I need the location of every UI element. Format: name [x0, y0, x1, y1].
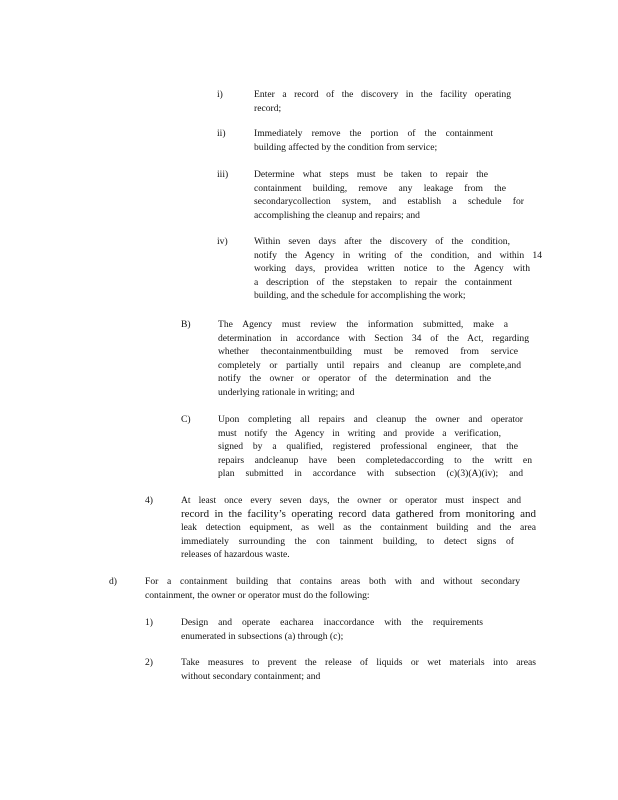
text-line: Upon completing all repairs and cleanup the owner and operator [218, 414, 523, 425]
text-line: notify the Agency in writing of the condition, and within 14 [254, 249, 542, 261]
text-line: secondarycollection system, and establish a schedule for [254, 196, 524, 208]
text-line: building, and the schedule for accomplishing the work; [254, 290, 466, 302]
item-text [254, 88, 511, 115]
text-line: a description of the stepstaken to repair the containment [254, 276, 512, 288]
item-text [254, 127, 493, 154]
text-line: leak detection equipment, as well as the containment building and the area [181, 522, 536, 534]
item-text [181, 616, 483, 643]
item-marker: B) [181, 319, 191, 330]
text-line: Take measures to prevent the release of liquids or wet materials into areas [181, 657, 536, 668]
text-line: releases of hazardous waste. [181, 549, 290, 561]
text-line: containment, the owner or operator must do the following: [145, 589, 370, 601]
text-line: At least once every seven days, the owner or operator must inspect and [181, 495, 521, 506]
item-text [218, 413, 532, 481]
text-line: enumerated in subsections (a) through (c); [181, 630, 344, 642]
text-line: notify the owner or operator of the determination and the [218, 373, 491, 385]
text-line: whether thecontainmentbuilding must be removed from service [218, 346, 518, 358]
text-line: working days, providea written notice to the Agency with [254, 263, 530, 275]
text-line: must notify the Agency in writing and provide a verification, [218, 427, 501, 439]
text-line: Enter a record of the discovery in the facility operating [254, 89, 511, 100]
item-marker: iv) [217, 236, 228, 247]
item-marker: 1) [145, 617, 153, 628]
item-text [181, 494, 536, 562]
text-line: building affected by the condition from service; [254, 141, 438, 153]
item-text [181, 656, 536, 683]
text-line: Immediately remove the portion of the containment [254, 128, 493, 139]
item-marker: 2) [145, 657, 153, 668]
item-marker: iii) [217, 169, 229, 180]
text-line: plan submitted in accordance with subsection (c)(3)(A)(iv); and [218, 468, 523, 480]
text-line: containment building, remove any leakage from the [254, 182, 506, 194]
item-text [254, 168, 524, 222]
item-marker: d) [109, 576, 117, 587]
text-line: accomplishing the cleanup and repairs; and [254, 209, 420, 221]
text-line: The Agency must review the information submitted, make a [218, 319, 508, 330]
text-line: Determine what steps must be taken to repair the [254, 169, 488, 180]
text-line: For a containment building that contains areas both with and without secondary [145, 576, 520, 587]
text-line: repairs andcleanup have been completedaccording to the writt en [218, 454, 532, 466]
text-line: record; [254, 102, 282, 114]
text-line: signed by a qualified, registered professional engineer, that the [218, 441, 518, 453]
text-line: determination in accordance with Section 34 of the Act, regarding [218, 332, 529, 344]
text-line: record in the facility’s operating record data gathered from monitoring and [181, 507, 536, 520]
item-marker: i) [217, 89, 223, 100]
text-line: Design and operate eacharea inaccordance with the requirements [181, 617, 483, 628]
item-text [218, 318, 529, 400]
item-text [254, 235, 542, 303]
item-text [145, 575, 520, 602]
text-line: Within seven days after the discovery of the condition, [254, 236, 510, 247]
item-marker: C) [181, 414, 191, 425]
text-line: immediately surrounding the con tainment building, to detect signs of [181, 535, 514, 547]
text-line: underlying rationale in writing; and [218, 386, 355, 398]
item-marker: ii) [217, 128, 226, 139]
text-line: without secondary containment; and [181, 670, 321, 682]
text-line: completely or partially until repairs and cleanup are complete,and [218, 359, 521, 371]
item-marker: 4) [145, 495, 153, 506]
